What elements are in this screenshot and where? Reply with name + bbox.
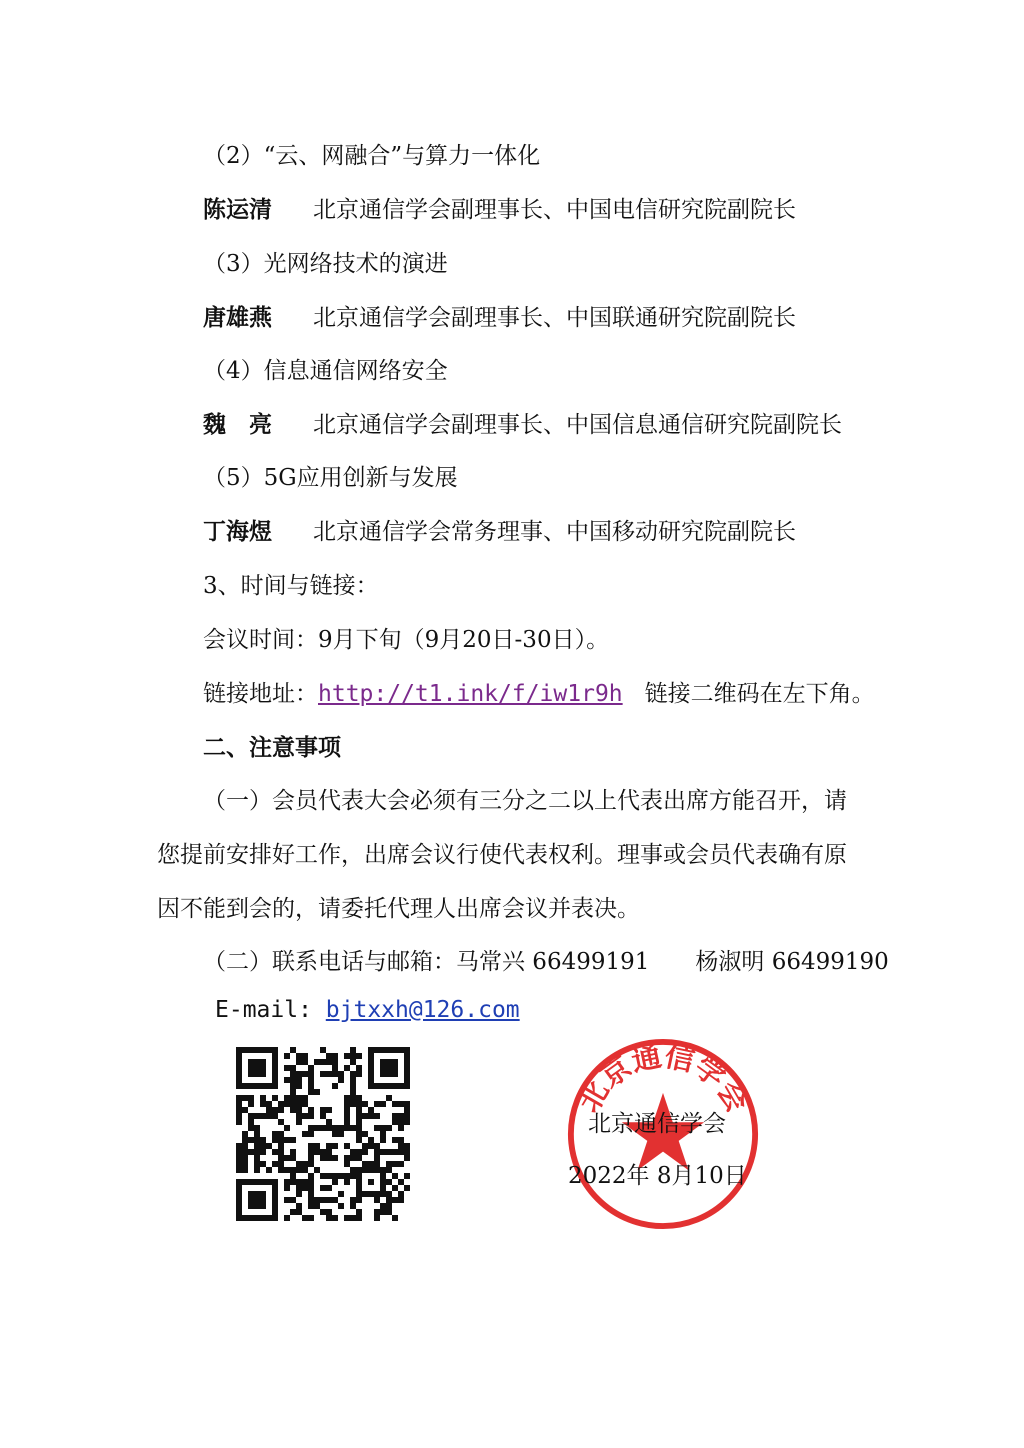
registration-link[interactable]: http://t1.ink/f/iw1r9h bbox=[318, 681, 623, 707]
signature-date: 2022年 8月10日 bbox=[568, 1163, 747, 1189]
speaker-name-4: 丁海煜 bbox=[203, 518, 272, 545]
notes-heading: 二、注意事项 bbox=[203, 734, 341, 761]
speaker-role-1: 北京通信学会副理事长、中国电信研究院副院长 bbox=[313, 197, 796, 223]
topic-title-4: （4）信息通信网络安全 bbox=[203, 358, 448, 384]
topic-title-3: （3）光网络技术的演进 bbox=[203, 251, 448, 277]
link-label: 链接地址： bbox=[203, 681, 318, 707]
meeting-time: 会议时间：9月下旬（9月20日-30日）。 bbox=[203, 627, 610, 653]
topic-title-5: （5）5G应用创新与发展 bbox=[203, 465, 458, 491]
seal-text: 北京通信学会 bbox=[571, 1038, 755, 1118]
time-link-heading: 3、时间与链接： bbox=[203, 573, 379, 599]
speaker-role-3: 北京通信学会副理事长、中国信息通信研究院副院长 bbox=[313, 412, 842, 438]
note-item2-contacts: （二）联系电话与邮箱：马常兴 66499191 杨淑明 66499190 bbox=[203, 949, 889, 975]
speaker-role-2: 北京通信学会副理事长、中国联通研究院副院长 bbox=[313, 305, 796, 331]
email-row bbox=[215, 997, 520, 1023]
link-note: 链接二维码在左下角。 bbox=[644, 681, 875, 707]
email-label: E-mail: bbox=[215, 997, 326, 1023]
speaker-name-3: 魏 亮 bbox=[203, 411, 272, 438]
topic-title-2: （2）“云、网融合”与算力一体化 bbox=[203, 143, 541, 169]
speaker-name-2: 唐雄燕 bbox=[203, 304, 272, 331]
signature-org: 北京通信学会 bbox=[588, 1111, 726, 1137]
note-item1-line2: 您提前安排好工作，出席会议行使代表权利。理事或会员代表确有原 bbox=[157, 842, 847, 868]
email-link[interactable]: bjtxxh@126.com bbox=[325, 997, 520, 1023]
speaker-role-4: 北京通信学会常务理事、中国移动研究院副院长 bbox=[313, 519, 796, 545]
note-item1-line3: 因不能到会的，请委托代理人出席会议并表决。 bbox=[157, 896, 640, 922]
note-item1-line1: （一）会员代表大会必须有三分之二以上代表出席方能召开，请 bbox=[203, 788, 847, 814]
qr-code-image bbox=[236, 1047, 410, 1221]
speaker-name-1: 陈运清 bbox=[203, 196, 272, 223]
link-row bbox=[203, 675, 875, 708]
